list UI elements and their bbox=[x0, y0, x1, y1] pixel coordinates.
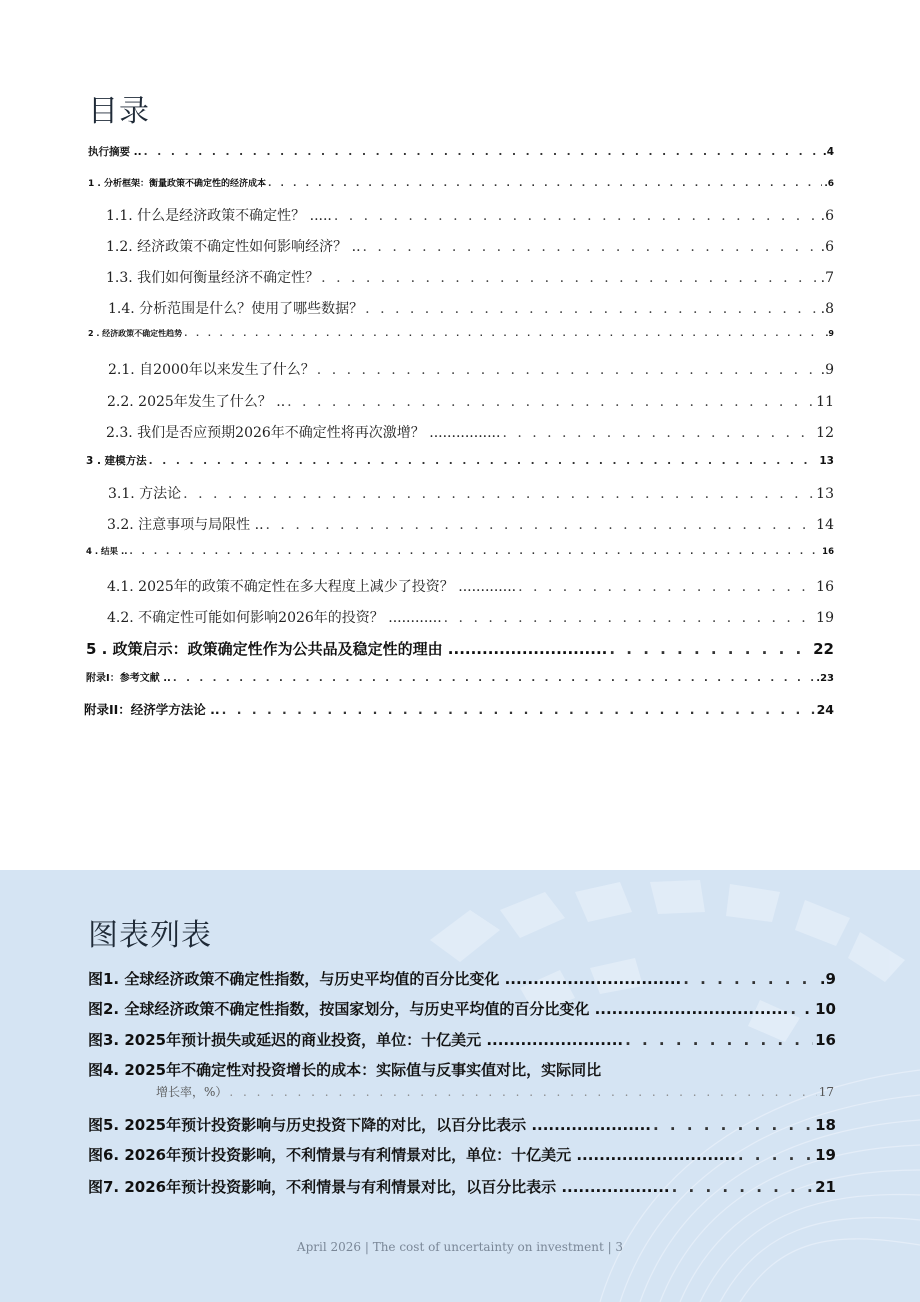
toc-entry-label: 2 . 经济政策不确定性趋势 bbox=[88, 329, 183, 338]
toc-entry[interactable] bbox=[107, 391, 834, 411]
toc-entry-label: 4 . 结果 .. bbox=[86, 547, 128, 557]
toc-entry[interactable] bbox=[86, 453, 834, 468]
toc-entry-page: 12 bbox=[816, 425, 834, 441]
figure-entry-label: 图3. 2025年预计损失或延迟的商业投资，单位：十亿美元 ........................ bbox=[88, 1031, 624, 1049]
toc-entry-label: 4.1. 2025年的政策不确定性在多大程度上减少了投资？ ............. bbox=[107, 579, 517, 595]
toc-entry[interactable] bbox=[86, 669, 834, 684]
toc-entry-page: 16 bbox=[816, 579, 834, 595]
toc-entry[interactable] bbox=[106, 236, 834, 256]
leader-dots bbox=[229, 1085, 816, 1099]
page-footer: April 2026 | The cost of uncertainty on investment | 3 bbox=[296, 1240, 624, 1254]
figure-entry-page: 21 bbox=[815, 1178, 836, 1196]
toc-entry[interactable] bbox=[88, 144, 834, 159]
leader-dots bbox=[502, 425, 814, 441]
figure-entry[interactable] bbox=[88, 1144, 836, 1165]
figure-entry[interactable] bbox=[156, 1083, 834, 1100]
figure-entry[interactable] bbox=[88, 968, 836, 989]
toc-entry[interactable] bbox=[108, 483, 834, 503]
toc-entry-page: 22 bbox=[813, 640, 834, 658]
toc-entry-label: 5 . 政策启示：政策确定性作为公共品及稳定性的理由 ............................ bbox=[86, 640, 608, 658]
toc-entry-label: 2.3. 我们是否应预期2026年不确定性将再次激增？ ................ bbox=[106, 425, 501, 441]
leader-dots bbox=[268, 179, 822, 189]
leader-dots bbox=[287, 394, 814, 410]
figure-entry[interactable] bbox=[88, 1114, 836, 1135]
toc-entry-page: 19 bbox=[816, 610, 834, 626]
toc-entry-page: 24 bbox=[816, 702, 834, 717]
toc-entry[interactable] bbox=[86, 638, 834, 659]
leader-dots bbox=[609, 640, 811, 658]
toc-entry-label: 1 . 分析框架：衡量政策不确定性的经济成本 bbox=[88, 179, 266, 189]
toc-entry[interactable] bbox=[86, 545, 834, 557]
toc-title: 目录 bbox=[88, 94, 150, 129]
figure-entry[interactable] bbox=[88, 1176, 836, 1197]
toc-entry-page: .4 bbox=[822, 146, 834, 158]
toc-entry-label: 1.1. 什么是经济政策不确定性？ ..... bbox=[106, 208, 332, 224]
toc-entry-page: .9 bbox=[825, 329, 834, 338]
leader-dots bbox=[672, 1178, 814, 1196]
toc-entry-label: 附录II：经济学方法论 .. bbox=[84, 702, 220, 717]
toc-entry-page: .23 bbox=[816, 673, 834, 684]
figure-entry-label[interactable]: 图4. 2025年不确定性对投资增长的成本：实际值与反事实值对比，实际同比 bbox=[88, 1061, 602, 1079]
leader-dots bbox=[321, 270, 818, 286]
toc-entry-label: 1.3. 我们如何衡量经济不确定性？ bbox=[106, 270, 320, 286]
leader-dots bbox=[653, 1116, 813, 1134]
toc-entry-page: .7 bbox=[820, 270, 834, 286]
toc-entry-label: 执行摘要 .. bbox=[88, 146, 142, 158]
leader-dots bbox=[334, 208, 819, 224]
figure-entry-label: 图6. 2026年预计投资影响，不利情景与有利情景对比，单位：十亿美元 ............................ bbox=[88, 1146, 736, 1164]
toc-entry-page: 11 bbox=[816, 394, 834, 410]
toc-entry[interactable] bbox=[108, 359, 834, 379]
toc-entry-label: 3.1. 方法论 bbox=[108, 486, 182, 502]
toc-entry[interactable] bbox=[106, 422, 834, 442]
toc-entry-label: 附录I：参考文献 .. bbox=[86, 673, 171, 684]
toc-entry-label: 3.2. 注意事项与局限性 .. bbox=[107, 517, 264, 533]
toc-entry[interactable] bbox=[106, 205, 834, 225]
toc-entry[interactable] bbox=[107, 514, 834, 534]
leader-dots bbox=[790, 1000, 802, 1018]
toc-entry[interactable] bbox=[107, 607, 834, 627]
leader-dots bbox=[317, 362, 819, 378]
leader-dots bbox=[266, 517, 815, 533]
leader-dots bbox=[518, 579, 814, 595]
toc-entry-page: 13 bbox=[816, 486, 834, 502]
leader-dots bbox=[365, 301, 818, 317]
toc-entry-label: 2.2. 2025年发生了什么？ .. bbox=[107, 394, 286, 410]
figure-list-title: 图表列表 bbox=[88, 918, 212, 953]
toc-entry-label: 1.2. 经济政策不确定性如何影响经济？ .. bbox=[106, 239, 361, 255]
toc-entry[interactable] bbox=[84, 700, 834, 718]
leader-dots bbox=[184, 329, 823, 338]
figure-entry-continuation: 增长率，%） bbox=[156, 1085, 228, 1099]
leader-dots bbox=[363, 239, 819, 255]
toc-entry-label: 4.2. 不确定性可能如何影响2026年的投资？ ............ bbox=[107, 610, 442, 626]
leader-dots bbox=[129, 547, 820, 557]
leader-dots bbox=[149, 455, 818, 467]
figure-entry-label: 图5. 2025年预计投资影响与历史投资下降的对比，以百分比表示 ..................... bbox=[88, 1116, 651, 1134]
figure-entry-page: .9 bbox=[819, 970, 836, 988]
figure-entry-label: 图2. 全球经济政策不确定性指数，按国家划分，与历史平均值的百分比变化 .................................. bbox=[88, 1000, 789, 1018]
toc-entry[interactable] bbox=[88, 328, 834, 339]
toc-entry-page: .6 bbox=[820, 239, 834, 255]
figure-entry[interactable] bbox=[88, 998, 836, 1019]
leader-dots bbox=[738, 1146, 813, 1164]
figure-entry-page: 16 bbox=[815, 1031, 836, 1049]
figure-entry-page: 17 bbox=[818, 1085, 834, 1099]
leader-dots bbox=[222, 702, 815, 717]
figure-entry-page: . 10 bbox=[804, 1000, 836, 1018]
toc-entry-page: 16 bbox=[822, 547, 834, 557]
toc-entry-label: 1.4. 分析范围是什么？使用了哪些数据？ bbox=[108, 301, 364, 317]
figure-entry[interactable] bbox=[88, 1029, 836, 1050]
toc-entry-label: 2.1. 自2000年以来发生了什么？ bbox=[108, 362, 315, 378]
leader-dots bbox=[144, 146, 821, 158]
toc-entry-page: .8 bbox=[820, 301, 834, 317]
leader-dots bbox=[625, 1031, 813, 1049]
toc-entry-page: 13 bbox=[819, 455, 834, 467]
toc-entry-page: .6 bbox=[824, 179, 834, 189]
leader-dots bbox=[683, 970, 818, 988]
leader-dots bbox=[183, 486, 814, 502]
figure-entry-page: 19 bbox=[815, 1146, 836, 1164]
figure-entry-label: 图7. 2026年预计投资影响，不利情景与有利情景对比，以百分比表示 ................... bbox=[88, 1178, 670, 1196]
leader-dots bbox=[444, 610, 815, 626]
leader-dots bbox=[173, 673, 814, 684]
toc-entry[interactable] bbox=[108, 298, 834, 318]
toc-entry[interactable] bbox=[107, 576, 834, 596]
toc-entry-page: .9 bbox=[820, 362, 834, 378]
figure-entry-page: 18 bbox=[815, 1116, 836, 1134]
figure-entry-label: 图1. 全球经济政策不确定性指数，与历史平均值的百分比变化 ............................... bbox=[88, 970, 682, 988]
toc-entry[interactable] bbox=[106, 267, 834, 287]
toc-entry-page: 14 bbox=[816, 517, 834, 533]
toc-entry[interactable] bbox=[88, 176, 834, 189]
toc-entry-page: .6 bbox=[820, 208, 834, 224]
toc-entry-label: 3 . 建模方法 bbox=[86, 455, 147, 467]
